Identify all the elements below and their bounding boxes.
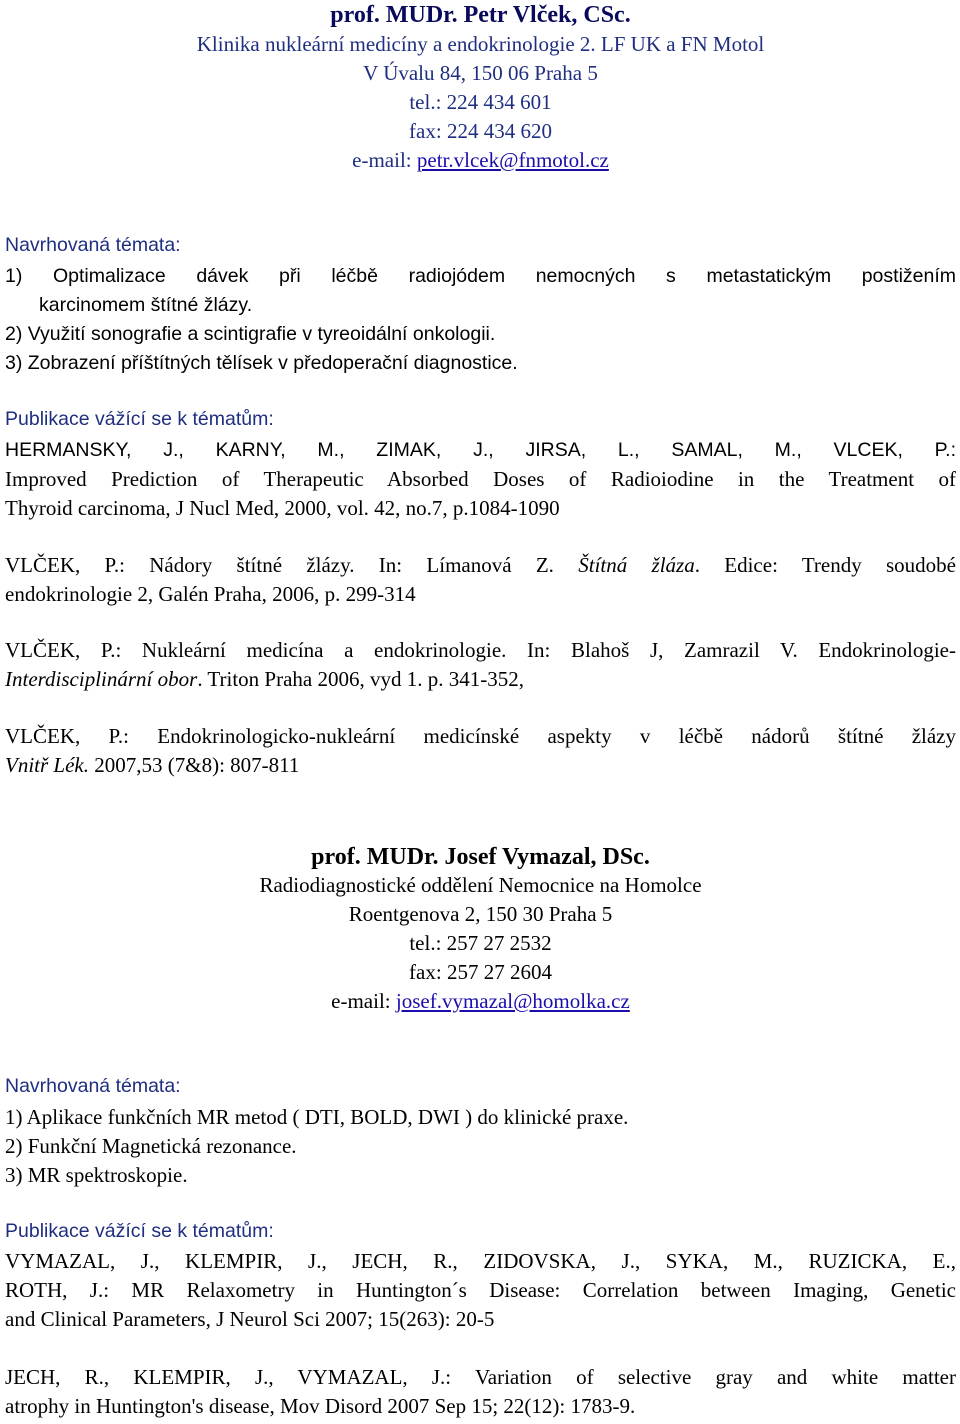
person1-pub1-authors: HERMANSKY, J., KARNY, M., ZIMAK, J., JIRSA, L., SAMAL, M., VLCEK, P.: <box>5 439 956 461</box>
person1-institution: Klinika nukleární medicíny a endokrinologie 2. LF UK a FN Motol <box>196 32 765 56</box>
person1-pub3-b: . Triton Praha 2006, vyd 1. p. 341-352, <box>197 667 524 691</box>
person2-pub2-line2: atrophy in Huntington's disease, Mov Disord 2007 Sep 15; 22(12): 1783-9. <box>5 1394 636 1418</box>
person1-pub2-title: Štítná žláza <box>578 553 695 577</box>
person2-topics-heading: Navrhovaná témata: <box>5 1075 181 1097</box>
person1-pub1-title: Improved Prediction of Therapeutic Absorbed Doses of Radioiodine in the Treatment of <box>5 467 956 491</box>
person2-email-label: e-mail: <box>331 989 396 1013</box>
person1-email-line <box>5 146 956 175</box>
person1-topic-1: 1) Optimalizace dávek při léčbě radiojódem nemocných s metastatickým postižením <box>5 265 956 287</box>
person1-tel: tel.: 224 434 601 <box>409 90 552 114</box>
person2-pubs-heading: Publikace vážící se k tématům: <box>5 1220 274 1242</box>
person1-name: prof. MUDr. Petr Vlček, CSc. <box>330 2 631 28</box>
person2-pub1-line1: VYMAZAL, J., KLEMPIR, J., JECH, R., ZIDOVSKA, J., SYKA, M., RUZICKA, E., <box>5 1249 956 1273</box>
person2-email-link[interactable]: josef.vymazal@homolka.cz <box>395 989 630 1013</box>
person1-address: V Úvalu 84, 150 06 Praha 5 <box>363 61 598 85</box>
person2-topic-1: 1) Aplikace funkčních MR metod ( DTI, BOLD, DWI ) do klinické praxe. <box>5 1105 629 1129</box>
person2-institution: Radiodiagnostické oddělení Nemocnice na Homolce <box>259 873 702 897</box>
person1-pub4-b: 2007,53 (7&8): 807-811 <box>89 753 300 777</box>
person2-fax: fax: 257 27 2604 <box>409 960 552 984</box>
person1-pub2-b: . Edice: Trendy soudobé <box>694 553 957 577</box>
person1-pub2-a: VLČEK, P.: Nádory štítné žlázy. In: Límanová Z. <box>5 553 579 577</box>
person2-pub1-line3: and Clinical Parameters, J Neurol Sci 2007; 15(263): 20-5 <box>5 1307 495 1331</box>
person1-pub4-journal: Vnitř Lék. <box>5 753 89 777</box>
person1-email-label: e-mail: <box>352 148 417 172</box>
person1-pub4-line1: VLČEK, P.: Endokrinologicko-nukleární medicínské aspekty v léčbě nádorů štítné žlázy <box>5 724 956 748</box>
person1-pub3-title: Interdisciplinární obor <box>5 667 198 691</box>
person1-topic-1-cont: karcinomem štítné žlázy. <box>39 294 253 316</box>
person1-pub4-line2 <box>5 751 299 780</box>
person2-topic-2: 2) Funkční Magnetická rezonance. <box>5 1134 297 1158</box>
person2-tel: tel.: 257 27 2532 <box>409 931 552 955</box>
person1-pubs-heading: Publikace vážící se k tématům: <box>5 408 274 430</box>
person1-topic-3: 3) Zobrazení příštítných tělísek v předoperační diagnostice. <box>5 352 518 374</box>
person1-topic-2: 2) Využití sonografie a scintigrafie v tyreoidální onkologii. <box>5 323 496 345</box>
person2-pub2-line1: JECH, R., KLEMPIR, J., VYMAZAL, J.: Variation of selective gray and white matter <box>5 1365 956 1389</box>
person2-email-line <box>5 987 956 1016</box>
person1-pub1-source: Thyroid carcinoma, J Nucl Med, 2000, vol. 42, no.7, p.1084-1090 <box>5 496 560 520</box>
person1-pub2-line1 <box>5 551 956 580</box>
person2-name: prof. MUDr. Josef Vymazal, DSc. <box>311 844 650 870</box>
person1-topics-heading: Navrhovaná témata: <box>5 234 181 256</box>
person1-pub2-line2: endokrinologie 2, Galén Praha, 2006, p. 299-314 <box>5 582 416 606</box>
person2-topic-3: 3) MR spektroskopie. <box>5 1163 188 1187</box>
person1-pub3-line1: VLČEK, P.: Nukleární medicína a endokrinologie. In: Blahoš J, Zamrazil V. Endokrinologie- <box>5 638 956 662</box>
person2-pub1-line2: ROTH, J.: MR Relaxometry in Huntington´s Disease: Correlation between Imaging, Genetic <box>5 1278 956 1302</box>
person1-pub3-line2 <box>5 665 524 694</box>
person1-fax: fax: 224 434 620 <box>409 119 552 143</box>
person2-address: Roentgenova 2, 150 30 Praha 5 <box>348 902 613 926</box>
person1-email-link[interactable]: petr.vlcek@fnmotol.cz <box>416 148 609 172</box>
